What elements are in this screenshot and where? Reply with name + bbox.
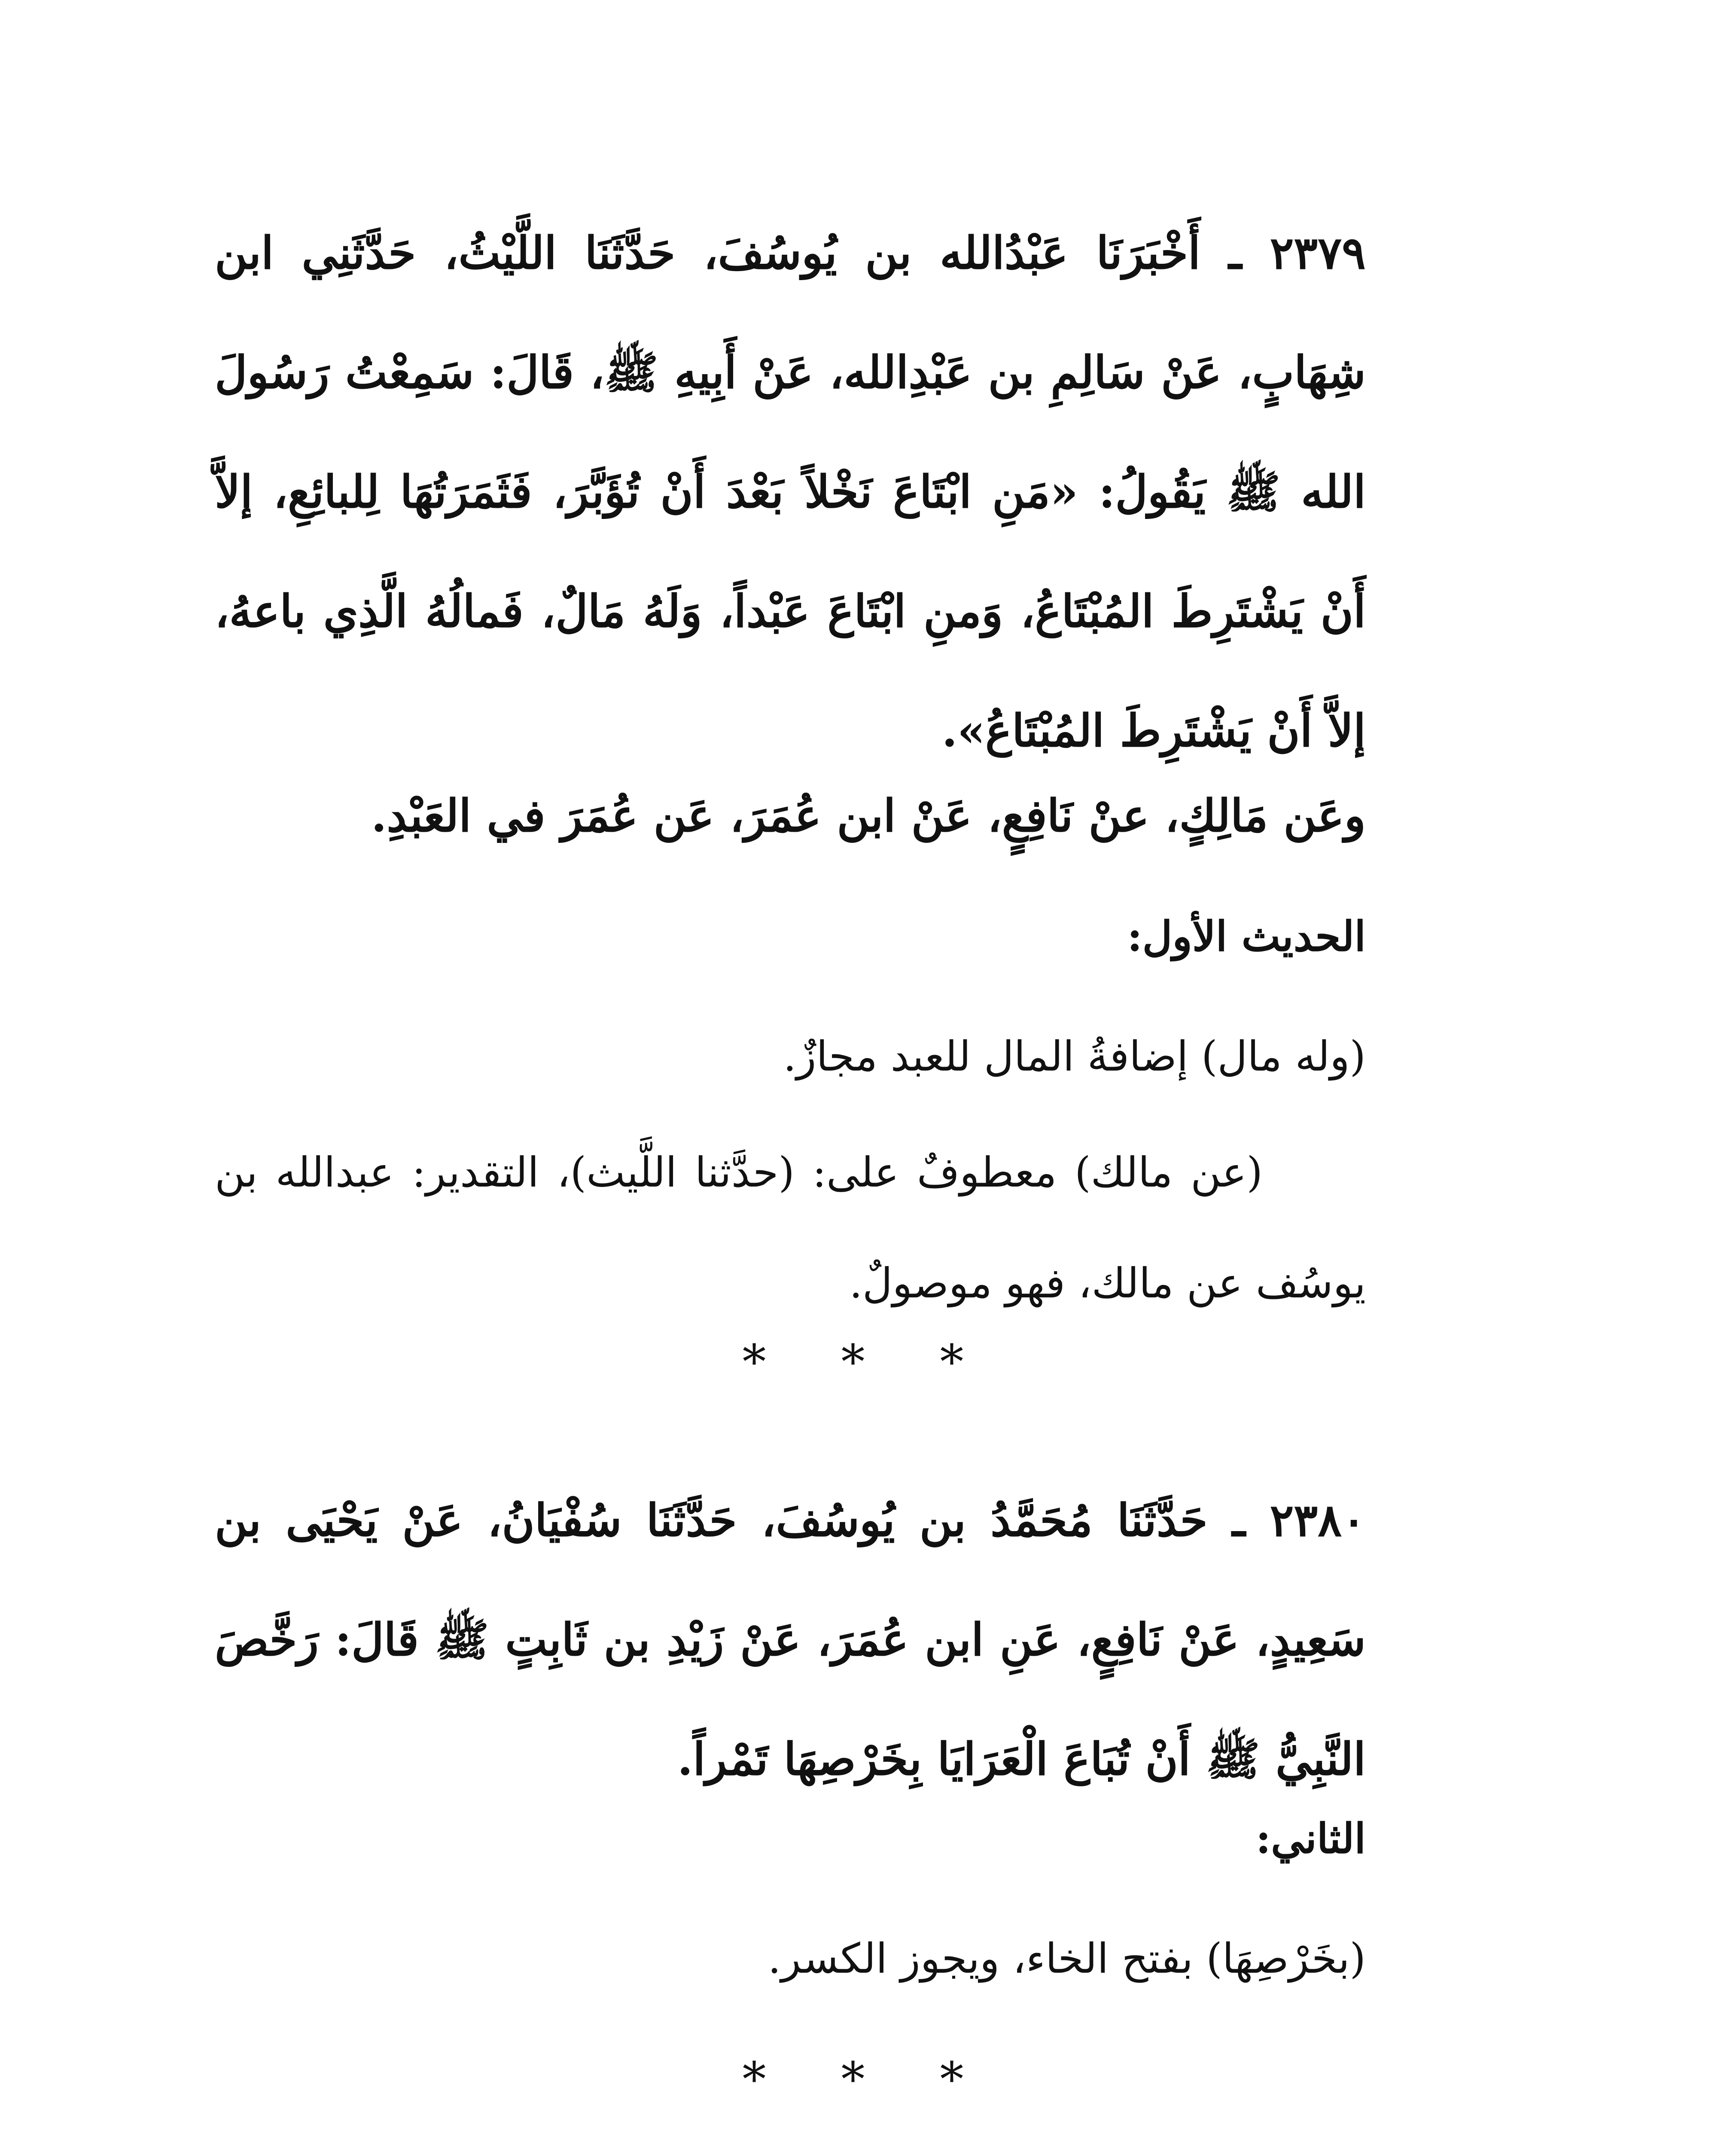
commentary-note-an-malik: (عن مالك) معطوفٌ على: (حدَّثنا اللَّيث)، التقدير: عبدالله بن يوسُف عن مالك، فهو موصولٌ. xyxy=(215,1148,1366,1307)
hadith-2379-chain: وعَن مَالِكٍ، عنْ نَافِعٍ، عَنْ ابن عُمَرَ، عَن عُمَرَ في العَبْدِ. xyxy=(371,789,1366,842)
section-separator: * * * xyxy=(742,1334,994,1389)
commentary-note-bi-kharsiha: (بخَرْصِهَا) بفتح الخاء، ويجوز الكسر. xyxy=(767,1934,1366,1983)
hadith-2379: ٢٣٧٩ ـ أَخْبَرَنَا عَبْدُالله بن يُوسُفَ، حَدَّثَنَا اللَّيْثُ، حَدَّثَنِي ابن شِهَابٍ، عَنْ سَالِمِ بن عَبْدِالله، عَنْ أَبِيهِ ﷺ، قَالَ: سَمِعْتُ رَسُولَ الله ﷺ يَقُولُ: «مَنِ ابْتَاعَ نَخْلاً بَعْدَ أَنْ تُؤَبَّرَ، فَثَمَرَتُهَا لِلبائِعِ، إلاَّ أَنْ يَشْتَرِطَ المُبْتَاعُ، وَمنِ ابْتَاعَ عَبْداً، وَلَهُ مَالٌ، فَمالُهُ الَّذِي باعهُ، إلاَّ أَنْ يَشْتَرِطَ المُبْتَاعُ». xyxy=(215,226,1366,757)
commentary-heading-first: الحديث الأول: xyxy=(1127,912,1366,961)
section-separator: * * * xyxy=(742,2052,994,2107)
commentary-heading-second: الثاني: xyxy=(1255,1814,1366,1863)
commentary-note-wa-lahu-mal: (وله مال) إضافةُ المال للعبد مجازٌ. xyxy=(783,1032,1366,1080)
hadith-2380: ٢٣٨٠ ـ حَدَّثَنَا مُحَمَّدُ بن يُوسُفَ، حَدَّثَنَا سُفْيَانُ، عَنْ يَحْيَى بن سَعِيدٍ، عَنْ نَافِعٍ، عَنِ ابن عُمَرَ، عَنْ زَيْدِ بن ثَابِتٍ ﷺ قَالَ: رَخَّصَ النَّبِيُّ ﷺ أَنْ تُبَاعَ الْعَرَايَا بِخَرْصِهَا تَمْراً. xyxy=(215,1494,1366,1785)
